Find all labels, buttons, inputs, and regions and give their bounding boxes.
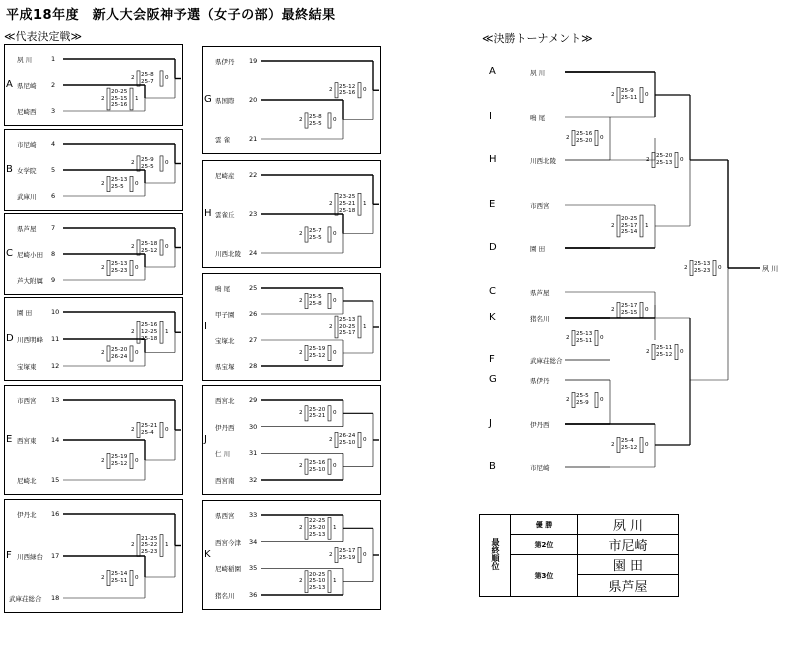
final-group-letter: K <box>489 312 496 323</box>
group-letter: B <box>6 164 13 175</box>
score-bracket <box>690 260 693 275</box>
set-score: 25-19 <box>339 555 356 561</box>
score-winner-sets: 2 <box>131 328 135 335</box>
score-winner-sets: 2 <box>684 264 688 271</box>
team-number: 16 <box>51 510 60 518</box>
final-group-letter: A <box>489 66 496 77</box>
team-name: 鳴 尾 <box>215 285 231 293</box>
team-name: 尼崎稲園 <box>215 565 241 574</box>
rank-team: 県芦屋 <box>578 575 679 597</box>
score-winner-sets: 2 <box>566 396 570 403</box>
team-number: 2 <box>51 81 56 89</box>
score-loser-sets: 0 <box>165 160 169 167</box>
team-name: 県宝塚 <box>215 363 235 371</box>
final-group-letter: G <box>489 374 497 385</box>
score-bracket <box>675 344 678 359</box>
final-team-name: 市尼崎 <box>530 464 550 472</box>
score-winner-sets: 2 <box>131 160 135 167</box>
score-loser-sets: 0 <box>600 334 604 341</box>
score-bracket <box>617 215 620 237</box>
score-bracket <box>572 392 575 407</box>
set-score: 25-19 <box>309 346 326 353</box>
team-number: 27 <box>249 336 258 344</box>
set-score: 20-25 <box>111 89 128 96</box>
set-score: 25-16 <box>141 322 158 329</box>
set-score: 25-7 <box>141 78 154 85</box>
set-score: 25-10 <box>309 466 326 473</box>
set-score: 25-16 <box>339 90 356 97</box>
team-name: 県西宮 <box>215 512 235 520</box>
team-name: 宝塚東 <box>17 363 37 371</box>
set-score: 25-12 <box>141 247 158 254</box>
score-winner-sets: 2 <box>131 75 135 82</box>
set-score: 21-25 <box>141 535 158 542</box>
set-score: 25-18 <box>141 240 158 247</box>
set-score: 25-9 <box>621 88 634 95</box>
team-name: 県伊丹 <box>215 58 235 66</box>
team-number: 34 <box>249 537 258 546</box>
team-number: 7 <box>51 224 56 232</box>
team-name: 西宮南 <box>215 477 235 485</box>
set-score: 25-13 <box>694 261 711 268</box>
team-number: 17 <box>51 552 60 560</box>
score-winner-sets: 2 <box>131 244 135 251</box>
set-score: 25-23 <box>141 548 158 555</box>
team-name: 武庫川 <box>17 193 37 201</box>
score-bracket <box>595 392 598 407</box>
team-name: 尼崎小田 <box>17 251 43 259</box>
score-loser-sets: 0 <box>645 306 649 313</box>
set-score: 25-19 <box>111 454 128 461</box>
team-number: 11 <box>51 335 60 343</box>
set-score: 25-10 <box>339 440 356 446</box>
team-name: 猪名川 <box>215 592 235 600</box>
team-number: 19 <box>249 57 258 65</box>
score-loser-sets: 0 <box>333 297 337 304</box>
team-name: 尼崎産 <box>215 172 235 180</box>
final-team-name: 猪名川 <box>530 315 550 323</box>
set-score: 25-15 <box>621 310 638 316</box>
score-winner-sets: 2 <box>611 441 615 448</box>
set-score: 20-25 <box>309 571 326 578</box>
team-name: 伊丹西 <box>215 423 235 432</box>
set-score: 25-13 <box>111 261 128 268</box>
score-bracket <box>640 437 643 452</box>
set-score: 25-17 <box>621 222 638 229</box>
final-group-letter: J <box>489 418 492 429</box>
team-name: 芦大附属 <box>17 277 43 285</box>
set-score: 12-25 <box>141 328 158 335</box>
score-loser-sets: 0 <box>333 410 337 417</box>
team-number: 23 <box>249 210 258 218</box>
rank-label: 優 勝 <box>511 515 578 535</box>
group-letter: A <box>6 79 13 90</box>
set-score: 25-20 <box>576 138 593 144</box>
team-name: 川西北陵 <box>215 250 241 258</box>
team-name: 尼崎北 <box>17 477 37 485</box>
team-name: 園 田 <box>17 309 33 317</box>
team-name: 市西宮 <box>17 397 37 405</box>
team-name: 県芦屋 <box>17 225 37 233</box>
score-bracket <box>572 330 575 345</box>
score-loser-sets: 0 <box>333 117 337 124</box>
team-number: 25 <box>249 284 258 292</box>
team-name: 市尼崎 <box>17 141 37 149</box>
set-score: 26-24 <box>339 433 356 440</box>
team-name: 川西明峰 <box>17 336 43 344</box>
set-score: 25-5 <box>141 163 154 170</box>
score-bracket <box>617 437 620 452</box>
score-bracket <box>640 302 643 317</box>
score-bracket <box>595 330 598 345</box>
set-score: 25-14 <box>111 571 128 578</box>
final-team-name: 伊丹西 <box>530 421 550 429</box>
score-winner-sets: 2 <box>646 156 650 163</box>
team-number: 14 <box>51 436 60 444</box>
score-winner-sets: 2 <box>299 525 303 532</box>
score-loser-sets: 1 <box>333 578 337 585</box>
team-name: 西宮今津 <box>215 538 241 547</box>
champion-name: 夙 川 <box>762 265 779 273</box>
set-score: 25-11 <box>621 95 638 101</box>
set-score: 25-13 <box>339 317 356 324</box>
score-winner-sets: 2 <box>329 436 333 443</box>
set-score: 20-25 <box>621 216 638 223</box>
team-name: 尼崎西 <box>17 108 37 116</box>
team-number: 6 <box>51 192 56 200</box>
score-winner-sets: 2 <box>329 200 333 207</box>
score-winner-sets: 2 <box>566 134 570 141</box>
team-number: 9 <box>51 276 56 284</box>
set-score: 25-16 <box>576 131 593 138</box>
team-number: 15 <box>51 476 60 484</box>
score-winner-sets: 2 <box>101 180 105 187</box>
group-letter: E <box>6 434 13 445</box>
set-score: 25-12 <box>111 461 128 467</box>
set-score: 25-20 <box>309 406 326 413</box>
set-score: 25-20 <box>656 153 673 160</box>
results-side-label: 最終順位 <box>480 515 511 597</box>
final-team-name: 市西宮 <box>530 202 550 210</box>
set-score: 25-21 <box>309 413 326 420</box>
team-name: 県国際 <box>215 97 235 105</box>
score-winner-sets: 2 <box>299 410 303 417</box>
team-name: 伊丹北 <box>17 511 37 519</box>
score-loser-sets: 0 <box>135 264 139 271</box>
team-name: 雲 雀 <box>215 136 231 144</box>
team-name: 仁 川 <box>215 450 231 459</box>
score-loser-sets: 0 <box>600 396 604 403</box>
team-number: 8 <box>51 250 56 258</box>
score-winner-sets: 2 <box>299 349 303 356</box>
score-winner-sets: 2 <box>101 350 105 357</box>
team-number: 3 <box>51 107 56 115</box>
group-letter: K <box>204 549 211 560</box>
set-score: 25-9 <box>576 400 589 406</box>
set-score: 25-12 <box>621 445 638 451</box>
team-number: 18 <box>51 594 60 602</box>
results-table <box>479 514 679 597</box>
team-number: 31 <box>249 449 258 458</box>
final-team-name: 県芦屋 <box>530 289 550 297</box>
set-score: 25-5 <box>111 184 124 190</box>
score-winner-sets: 2 <box>101 95 105 102</box>
final-group-letter: I <box>489 111 492 122</box>
score-winner-sets: 2 <box>101 574 105 581</box>
group-letter: J <box>204 434 207 445</box>
set-score: 25-5 <box>309 294 322 301</box>
team-name: 西宮北 <box>215 397 235 405</box>
set-score: 25-12 <box>656 352 673 358</box>
final-group-letter: B <box>489 461 496 472</box>
group-letter: F <box>6 550 12 561</box>
set-score: 20-25 <box>339 323 356 330</box>
set-score: 25-16 <box>309 460 326 467</box>
team-number: 5 <box>51 166 56 174</box>
score-loser-sets: 0 <box>680 156 684 163</box>
score-winner-sets: 2 <box>131 542 135 549</box>
score-loser-sets: 0 <box>165 426 169 433</box>
set-score: 22-25 <box>309 518 326 525</box>
team-number: 33 <box>249 511 258 519</box>
team-number: 20 <box>249 96 258 104</box>
set-score: 26-24 <box>111 353 128 360</box>
set-score: 25-5 <box>309 120 322 127</box>
group-letter: I <box>204 321 207 332</box>
score-bracket <box>595 130 598 145</box>
team-number: 22 <box>249 171 258 179</box>
score-winner-sets: 2 <box>299 117 303 124</box>
score-loser-sets: 1 <box>135 95 139 102</box>
set-score: 25-17 <box>339 330 356 337</box>
team-name: 西宮東 <box>17 437 37 445</box>
score-winner-sets: 2 <box>329 551 333 558</box>
rank-team: 夙 川 <box>578 515 679 535</box>
rank-team: 市尼崎 <box>578 535 679 555</box>
set-score: 25-20 <box>111 346 128 353</box>
score-winner-sets: 2 <box>299 463 303 470</box>
set-score: 25-21 <box>339 200 356 207</box>
team-number: 28 <box>249 362 258 370</box>
score-loser-sets: 0 <box>363 436 367 443</box>
set-score: 25-22 <box>141 542 158 549</box>
qualifier-heading: ≪代表決定戦≫ <box>4 30 83 43</box>
set-score: 25-8 <box>309 113 322 120</box>
score-loser-sets: 1 <box>645 222 649 229</box>
team-number: 21 <box>249 135 258 143</box>
score-loser-sets: 0 <box>600 134 604 141</box>
team-number: 4 <box>51 140 56 148</box>
final-group-letter: C <box>489 286 496 297</box>
score-loser-sets: 0 <box>333 463 337 470</box>
final-heading: ≪決勝トーナメント≫ <box>482 32 593 45</box>
set-score: 25-5 <box>309 234 322 241</box>
score-bracket <box>572 130 575 145</box>
score-bracket <box>617 87 620 102</box>
final-group-letter: E <box>489 199 496 210</box>
set-score: 23-25 <box>339 194 356 201</box>
score-loser-sets: 0 <box>363 86 367 93</box>
set-score: 25-9 <box>141 156 154 163</box>
set-score: 25-5 <box>576 393 589 400</box>
set-score: 25-13 <box>309 531 326 538</box>
score-winner-sets: 2 <box>611 222 615 229</box>
team-number: 35 <box>249 564 258 573</box>
team-name: 川西緑台 <box>17 553 43 561</box>
team-number: 1 <box>51 55 56 63</box>
set-score: 25-13 <box>576 331 593 338</box>
score-bracket <box>617 302 620 317</box>
team-name: 女学院 <box>17 167 37 175</box>
set-score: 25-18 <box>339 207 356 214</box>
score-loser-sets: 0 <box>165 75 169 82</box>
score-bracket <box>640 87 643 102</box>
final-team-name: 鳴 尾 <box>530 114 546 122</box>
set-score: 25-12 <box>339 83 356 90</box>
set-score: 25-8 <box>141 71 154 78</box>
score-loser-sets: 1 <box>165 542 169 549</box>
set-score: 25-4 <box>621 438 634 445</box>
score-winner-sets: 2 <box>101 457 105 464</box>
score-loser-sets: 1 <box>363 200 367 207</box>
score-loser-sets: 0 <box>645 441 649 448</box>
score-loser-sets: 0 <box>135 180 139 187</box>
group-letter: D <box>6 333 14 344</box>
score-loser-sets: 0 <box>333 349 337 356</box>
set-score: 25-7 <box>309 227 322 234</box>
team-number: 12 <box>51 362 60 370</box>
team-number: 36 <box>249 591 258 599</box>
group-letter: H <box>204 208 212 219</box>
set-score: 25-18 <box>141 335 158 342</box>
score-winner-sets: 2 <box>299 231 303 238</box>
set-score: 25-13 <box>111 177 128 184</box>
final-team-name: 園 田 <box>530 245 546 253</box>
final-team-name: 武庫荘総合 <box>530 357 563 365</box>
score-loser-sets: 1 <box>363 323 367 330</box>
set-score: 25-8 <box>309 301 322 307</box>
set-score: 25-17 <box>621 303 638 310</box>
set-score: 25-15 <box>111 95 128 102</box>
score-winner-sets: 2 <box>611 91 615 98</box>
score-bracket <box>652 344 655 359</box>
rank-label: 第3位 <box>511 555 578 597</box>
set-score: 25-12 <box>309 353 326 359</box>
score-loser-sets: 0 <box>645 91 649 98</box>
team-name: 雲雀丘 <box>215 211 235 219</box>
team-name: 武庫荘総合 <box>9 595 42 603</box>
final-group-letter: H <box>489 154 497 165</box>
team-number: 24 <box>249 249 258 257</box>
score-winner-sets: 2 <box>299 578 303 585</box>
score-bracket <box>713 260 716 275</box>
score-loser-sets: 0 <box>333 231 337 238</box>
team-number: 13 <box>51 396 60 404</box>
score-loser-sets: 0 <box>135 574 139 581</box>
score-winner-sets: 2 <box>611 306 615 313</box>
set-score: 25-23 <box>111 268 128 274</box>
score-winner-sets: 2 <box>329 86 333 93</box>
team-name: 県尼崎 <box>17 82 37 90</box>
score-winner-sets: 2 <box>101 264 105 271</box>
score-loser-sets: 0 <box>363 551 367 558</box>
page-title: 平成18年度 新人大会阪神予選（女子の部）最終結果 <box>6 8 336 23</box>
score-winner-sets: 2 <box>299 297 303 304</box>
set-score: 25-21 <box>141 423 158 430</box>
set-score: 25-13 <box>309 584 326 591</box>
team-number: 30 <box>249 422 258 431</box>
set-score: 25-20 <box>309 525 326 532</box>
score-winner-sets: 2 <box>566 334 570 341</box>
score-bracket <box>640 215 643 237</box>
team-name: 夙 川 <box>17 56 33 64</box>
group-letter: C <box>6 248 13 259</box>
team-number: 10 <box>51 308 60 316</box>
rank-team: 園 田 <box>578 555 679 575</box>
score-loser-sets: 0 <box>135 457 139 464</box>
set-score: 25-14 <box>621 229 638 236</box>
team-number: 26 <box>249 310 258 318</box>
score-loser-sets: 1 <box>165 328 169 335</box>
set-score: 25-11 <box>656 345 673 352</box>
score-loser-sets: 0 <box>165 244 169 251</box>
team-name: 宝塚北 <box>215 337 235 345</box>
team-name: 甲子園 <box>215 311 235 319</box>
group-letter: G <box>204 94 212 105</box>
score-loser-sets: 0 <box>135 350 139 357</box>
set-score: 25-17 <box>339 548 356 555</box>
set-score: 25-10 <box>309 578 326 585</box>
score-winner-sets: 2 <box>131 426 135 433</box>
set-score: 25-16 <box>111 102 128 109</box>
final-group-letter: F <box>489 354 495 365</box>
score-winner-sets: 2 <box>329 323 333 330</box>
score-loser-sets: 1 <box>333 525 337 532</box>
score-bracket <box>675 152 678 167</box>
final-team-name: 県伊丹 <box>530 377 550 385</box>
team-number: 29 <box>249 396 258 404</box>
set-score: 25-11 <box>576 338 593 344</box>
set-score: 25-13 <box>656 160 673 166</box>
final-team-name: 川西北陵 <box>530 157 556 165</box>
rank-label: 第2位 <box>511 535 578 555</box>
set-score: 25-11 <box>111 578 128 584</box>
team-number: 32 <box>249 476 258 484</box>
set-score: 25-4 <box>141 430 154 436</box>
score-winner-sets: 2 <box>646 348 650 355</box>
set-score: 25-23 <box>694 268 711 274</box>
final-team-name: 夙 川 <box>530 69 546 77</box>
score-loser-sets: 0 <box>680 348 684 355</box>
final-group-letter: D <box>489 242 497 253</box>
score-loser-sets: 0 <box>718 264 722 271</box>
